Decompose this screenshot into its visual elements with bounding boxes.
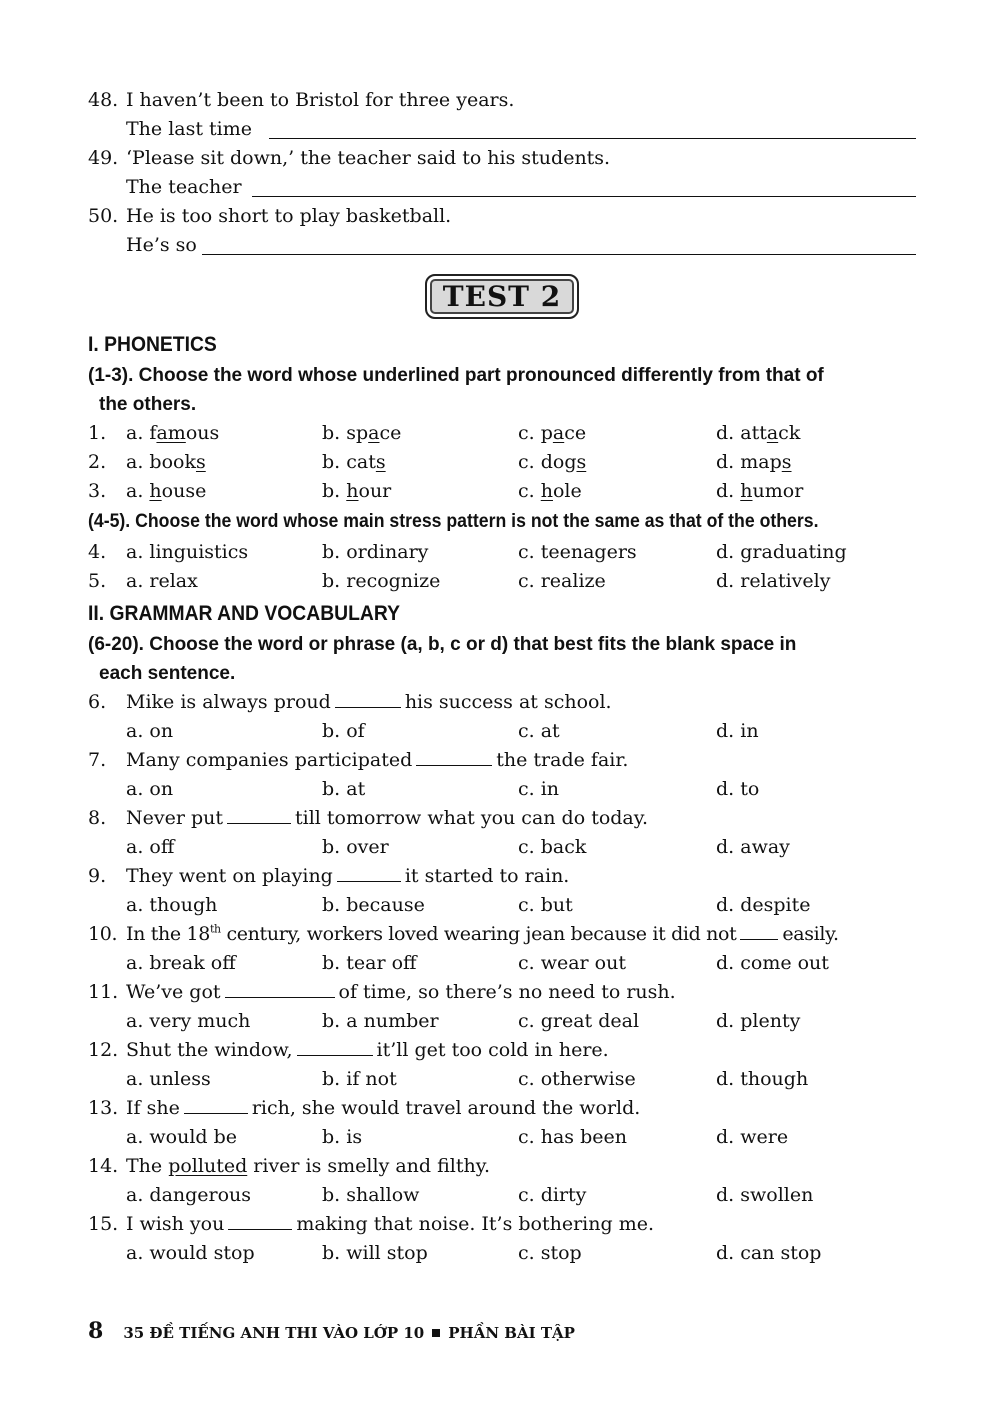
option-a[interactable]: a. dangerous (126, 1184, 252, 1206)
option-b[interactable]: b. a number (322, 1010, 439, 1032)
option-b[interactable]: b. is (322, 1126, 363, 1148)
underlined-word: polluted (168, 1155, 248, 1177)
option-c[interactable]: c. teenagers (518, 541, 637, 563)
option-d[interactable]: d. to (716, 778, 760, 800)
option-d[interactable]: d. though (716, 1068, 809, 1090)
question-9 (88, 862, 916, 891)
answer-blank-49[interactable] (252, 196, 916, 197)
option-a[interactable]: a. unless (126, 1068, 211, 1090)
question-text: If she (126, 1097, 180, 1119)
question-2 (88, 448, 916, 477)
question-text: They went on playing (126, 865, 333, 887)
question-text: it’ll get too cold in here. (376, 1039, 609, 1061)
answer-prompt: He’s so (126, 234, 197, 256)
option-a[interactable]: a. break off (126, 952, 236, 974)
option-a[interactable]: a. books (126, 451, 206, 473)
test-title-wrap (88, 274, 916, 319)
instruction-6-20 (88, 630, 916, 688)
option-b[interactable]: b. ordinary (322, 541, 429, 563)
option-b[interactable]: b. tear off (322, 952, 417, 974)
answer-blank-48[interactable] (269, 138, 916, 139)
question-50 (88, 202, 916, 231)
question-text: the trade fair. (496, 749, 629, 771)
footer-section: PHẦN BÀI TẬP (448, 1324, 575, 1342)
option-a[interactable]: a. on (126, 720, 174, 742)
option-c[interactable]: c. realize (518, 570, 606, 592)
option-c[interactable]: c. at (518, 720, 560, 742)
option-d[interactable]: d. can stop (716, 1242, 822, 1264)
superscript: th (209, 922, 221, 936)
question-text: it started to rain. (404, 865, 570, 887)
question-number: 9. (88, 865, 107, 887)
option-c[interactable]: c. otherwise (518, 1068, 636, 1090)
question-text: We’ve got (126, 981, 221, 1003)
option-b[interactable]: b. will stop (322, 1242, 428, 1264)
option-d[interactable]: d. away (716, 836, 790, 858)
options-12 (88, 1065, 916, 1094)
question-text: river is smelly and filthy. (247, 1155, 490, 1177)
question-5 (88, 567, 916, 596)
answer-blank[interactable] (740, 938, 778, 940)
option-c[interactable]: c. in (518, 778, 560, 800)
question-text: I wish you (126, 1213, 225, 1235)
question-text: rich, she would travel around the world. (251, 1097, 641, 1119)
answer-blank-50[interactable] (202, 254, 916, 255)
option-a[interactable]: a. would be (126, 1126, 238, 1148)
options-9 (88, 891, 916, 920)
instruction-line: (6-20). Choose the word or phrase (a, b, c or d) that best fits the blank space in (88, 634, 797, 655)
answer-blank[interactable] (184, 1112, 248, 1114)
option-d[interactable]: d. despite (716, 894, 811, 916)
question-14 (88, 1152, 916, 1181)
question-number: 48. (88, 89, 119, 111)
question-number: 11. (88, 981, 119, 1003)
question-sentence: I haven’t been to Bristol for three years. (126, 89, 515, 111)
question-number: 49. (88, 147, 119, 169)
option-a[interactable]: a. very much (126, 1010, 251, 1032)
option-c[interactable]: c. dirty (518, 1184, 587, 1206)
question-number: 8. (88, 807, 107, 829)
instruction-4-5: (4-5). Choose the word whose main stress pattern is not the same as that of the others. (88, 511, 819, 532)
option-a[interactable]: a. on (126, 778, 174, 800)
question-number: 12. (88, 1039, 119, 1061)
question-7 (88, 746, 916, 775)
options-10 (88, 949, 916, 978)
instruction-line: each sentence. (99, 663, 236, 684)
answer-blank[interactable] (225, 996, 335, 998)
option-d[interactable]: d. in (716, 720, 759, 742)
answer-blank[interactable] (227, 822, 291, 824)
question-text: Mike is always proud (126, 691, 331, 713)
question-number: 5. (88, 570, 107, 592)
question-text: Never put (126, 807, 224, 829)
question-text: easily. (782, 923, 839, 945)
answer-blank[interactable] (335, 706, 401, 708)
options-6 (88, 717, 916, 746)
question-sentence: He is too short to play basketball. (126, 205, 452, 227)
book-title: 35 ĐỀ TIẾNG ANH THI VÀO LỚP 10 (123, 1324, 425, 1342)
option-c[interactable]: c. dogs (518, 451, 587, 473)
option-b[interactable]: b. because (322, 894, 425, 916)
answer-line-50 (88, 231, 916, 260)
question-12 (88, 1036, 916, 1065)
answer-blank[interactable] (337, 880, 401, 882)
question-text: Many companies participated (126, 749, 413, 771)
question-sentence: ‘Please sit down,’ the teacher said to his students. (126, 147, 611, 169)
option-b[interactable]: b. at (322, 778, 366, 800)
question-15 (88, 1210, 916, 1239)
question-number: 14. (88, 1155, 119, 1177)
question-1 (88, 419, 916, 448)
page-content (88, 86, 916, 1268)
option-c[interactable]: c. back (518, 836, 587, 858)
question-text: Shut the window, (126, 1039, 293, 1061)
question-3 (88, 477, 916, 506)
test-title: TEST 2 (425, 274, 579, 319)
option-d[interactable]: d. maps (716, 451, 792, 473)
instruction-line: the others. (99, 394, 197, 415)
question-number: 2. (88, 451, 107, 473)
question-13 (88, 1094, 916, 1123)
option-d[interactable]: d. relatively (716, 570, 831, 592)
question-8 (88, 804, 916, 833)
options-7 (88, 775, 916, 804)
option-a[interactable]: a. would stop (126, 1242, 255, 1264)
option-b[interactable]: b. shallow (322, 1184, 420, 1206)
question-11 (88, 978, 916, 1007)
question-10 (88, 920, 916, 949)
option-a[interactable]: a. house (126, 480, 207, 502)
option-c[interactable]: c. great deal (518, 1010, 640, 1032)
question-number: 13. (88, 1097, 119, 1119)
question-49 (88, 144, 916, 173)
option-b[interactable]: b. of (322, 720, 365, 742)
question-number: 7. (88, 749, 107, 771)
question-number: 3. (88, 480, 107, 502)
option-c[interactable]: c. but (518, 894, 573, 916)
answer-blank[interactable] (416, 764, 492, 766)
option-c[interactable]: c. stop (518, 1242, 582, 1264)
option-c[interactable]: c. has been (518, 1126, 627, 1148)
answer-prompt: The teacher (126, 176, 242, 198)
section-heading-phonetics: I. PHONETICS (88, 333, 217, 356)
option-d[interactable]: d. graduating (716, 541, 847, 563)
question-text: of time, so there’s no need to rush. (338, 981, 676, 1003)
options-8 (88, 833, 916, 862)
option-b[interactable]: b. recognize (322, 570, 441, 592)
square-bullet-icon (432, 1329, 440, 1337)
option-d[interactable]: d. were (716, 1126, 789, 1148)
question-text: century, workers loved wearing jean because it did not (220, 923, 737, 945)
option-d[interactable]: d. attack (716, 422, 801, 444)
options-13 (88, 1123, 916, 1152)
question-text: In the 18 (126, 923, 210, 945)
option-b[interactable]: b. cats (322, 451, 386, 473)
question-text: his success at school. (404, 691, 612, 713)
question-text: till tomorrow what you can do today. (295, 807, 649, 829)
question-text: The (126, 1155, 169, 1177)
options-14 (88, 1181, 916, 1210)
answer-blank[interactable] (228, 1228, 292, 1230)
option-d[interactable]: d. swollen (716, 1184, 814, 1206)
answer-line-49 (88, 173, 916, 202)
question-number: 1. (88, 422, 107, 444)
question-number: 4. (88, 541, 107, 563)
question-6 (88, 688, 916, 717)
option-d[interactable]: d. humor (716, 480, 804, 502)
option-a[interactable]: a. relax (126, 570, 198, 592)
section-heading-grammar: II. GRAMMAR AND VOCABULARY (88, 602, 400, 625)
option-b[interactable]: b. over (322, 836, 389, 858)
page-number: 8 (88, 1318, 104, 1344)
instruction-line: (1-3). Choose the word whose underlined part pronounced differently from that of (88, 365, 824, 386)
answer-line-48 (88, 115, 916, 144)
option-c[interactable]: c. wear out (518, 952, 626, 974)
question-number: 15. (88, 1213, 119, 1235)
question-number: 10. (88, 923, 118, 945)
question-4 (88, 538, 916, 567)
option-b[interactable]: b. if not (322, 1068, 397, 1090)
question-48 (88, 86, 916, 115)
options-15 (88, 1239, 916, 1268)
answer-prompt: The last time (126, 118, 252, 140)
option-a[interactable]: a. famous (126, 422, 220, 444)
answer-blank[interactable] (297, 1054, 373, 1056)
option-a[interactable]: a. off (126, 836, 175, 858)
option-b[interactable]: b. hour (322, 480, 392, 502)
page-footer (88, 1318, 575, 1344)
option-c[interactable]: c. hole (518, 480, 582, 502)
option-c[interactable]: c. pace (518, 422, 587, 444)
question-number: 50. (88, 205, 119, 227)
option-d[interactable]: d. plenty (716, 1010, 801, 1032)
options-11 (88, 1007, 916, 1036)
question-number: 6. (88, 691, 107, 713)
question-text: making that noise. It’s bothering me. (296, 1213, 654, 1235)
option-d[interactable]: d. come out (716, 952, 829, 974)
option-b[interactable]: b. space (322, 422, 402, 444)
option-a[interactable]: a. though (126, 894, 218, 916)
instruction-1-3 (88, 361, 916, 419)
option-a[interactable]: a. linguistics (126, 541, 249, 563)
